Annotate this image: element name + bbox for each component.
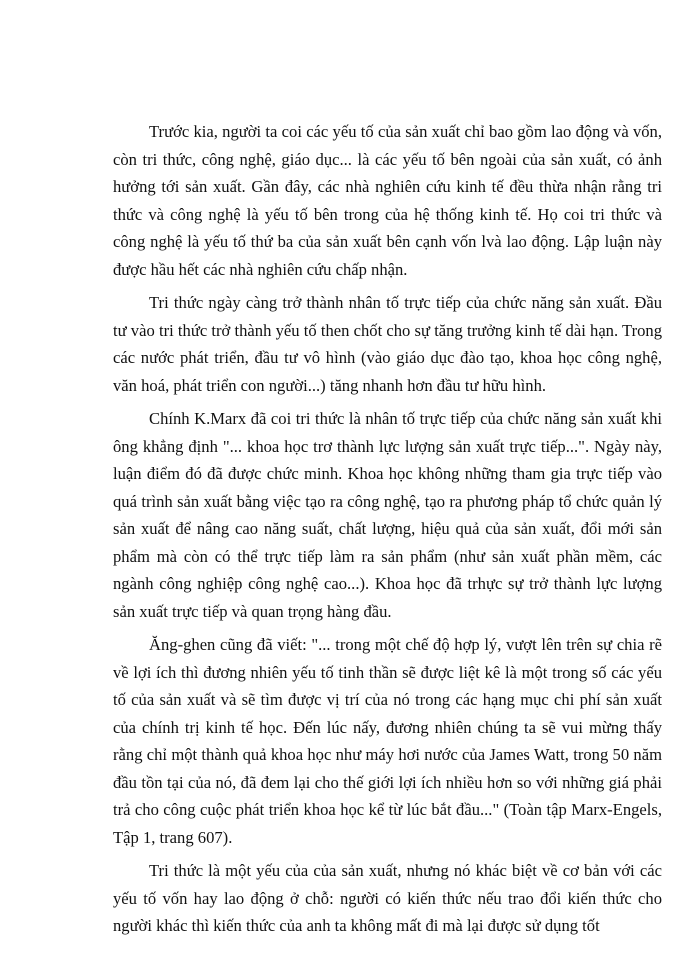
paragraph-2: Tri thức ngày càng trở thành nhân tố trực tiếp của chức năng sản xuất. Đầu tư vào tri thức trở thành yếu tố then chốt cho sự tăng trưởng kinh tế dài hạn. Trong các nước phát triển, đầu tư vô hình (vào giáo dục đào tạo, khoa học công nghệ, văn hoá, phát triển con người...) tăng nhanh hơn đầu tư hữu hình. [113, 293, 662, 395]
paragraph-1: Trước kia, người ta coi các yếu tố của sản xuất chỉ bao gồm lao động và vốn, còn tri thức, công nghệ, giáo dục... là các yếu tố bên ngoài của sản xuất, có ảnh hưởng tới sản xuất. Gần đây, các nhà nghiên cứu kinh tế đều thừa nhận rằng tri thức và công nghệ là yếu tố bên trong của hệ thống kinh tế. Họ coi tri thức và công nghệ là yếu tố thứ ba của sản xuất bên cạnh vốn lvà lao động. Lập luận này được hầu hết các nhà nghiên cứu chấp nhận. [113, 122, 662, 279]
paragraph-4: Ăng-ghen cũng đã viết: "... trong một chế độ hợp lý, vượt lên trên sự chia rẽ về lợi ích thì đương nhiên yếu tố tinh thần sẽ được liệt kê là một trong số các yếu tố của sản xuất và sẽ tìm được vị trí của nó trong các hạng mục chi phí sản xuất của chính trị kinh tế học. Đến lúc nấy, đương nhiên chúng ta sẽ vui mừng thấy rằng chỉ một thành quả khoa học như máy hơi nước của James Watt, trong 50 năm đầu tồn tại của nó, đã đem lại cho thế giới lợi ích nhiều hơn so với những giá phải trả cho công cuộc phát triển khoa học kể từ lúc bắt đầu..." (Toàn tập Marx-Engels, Tập 1, trang 607). [113, 635, 662, 847]
paragraph-3: Chính K.Marx đã coi tri thức là nhân tố trực tiếp của chức năng sản xuất khi ông khẳng định "... khoa học trơ thành lực lượng sản xuất trực tiếp...". Ngày này, luận điểm đó đã được chức minh. Khoa học không những tham gia trực tiếp vào quá trình sản xuất bằng việc tạo ra công nghệ, tạo ra phương pháp tổ chức quản lý sản xuất để nâng cao năng suất, chất lượng, hiệu quả của sản xuất, đổi mới sản phẩm mà còn có thể trực tiếp làm ra sản phẩm (như sản xuất phần mềm, các ngành công nghiệp công nghệ cao...). Khoa học đã trhực sự trở thành lực lượng sản xuất trực tiếp và quan trọng hàng đầu. [113, 409, 662, 621]
document-page [113, 118, 662, 946]
paragraph-5: Tri thức là một yếu của của sản xuất, nhưng nó khác biệt về cơ bản với các yếu tố vốn hay lao động ở chỗ: người có kiến thức nếu trao đổi kiến thức cho người khác thì kiến thức của anh ta không mất đi mà lại được sử dụng tốt [113, 861, 662, 935]
